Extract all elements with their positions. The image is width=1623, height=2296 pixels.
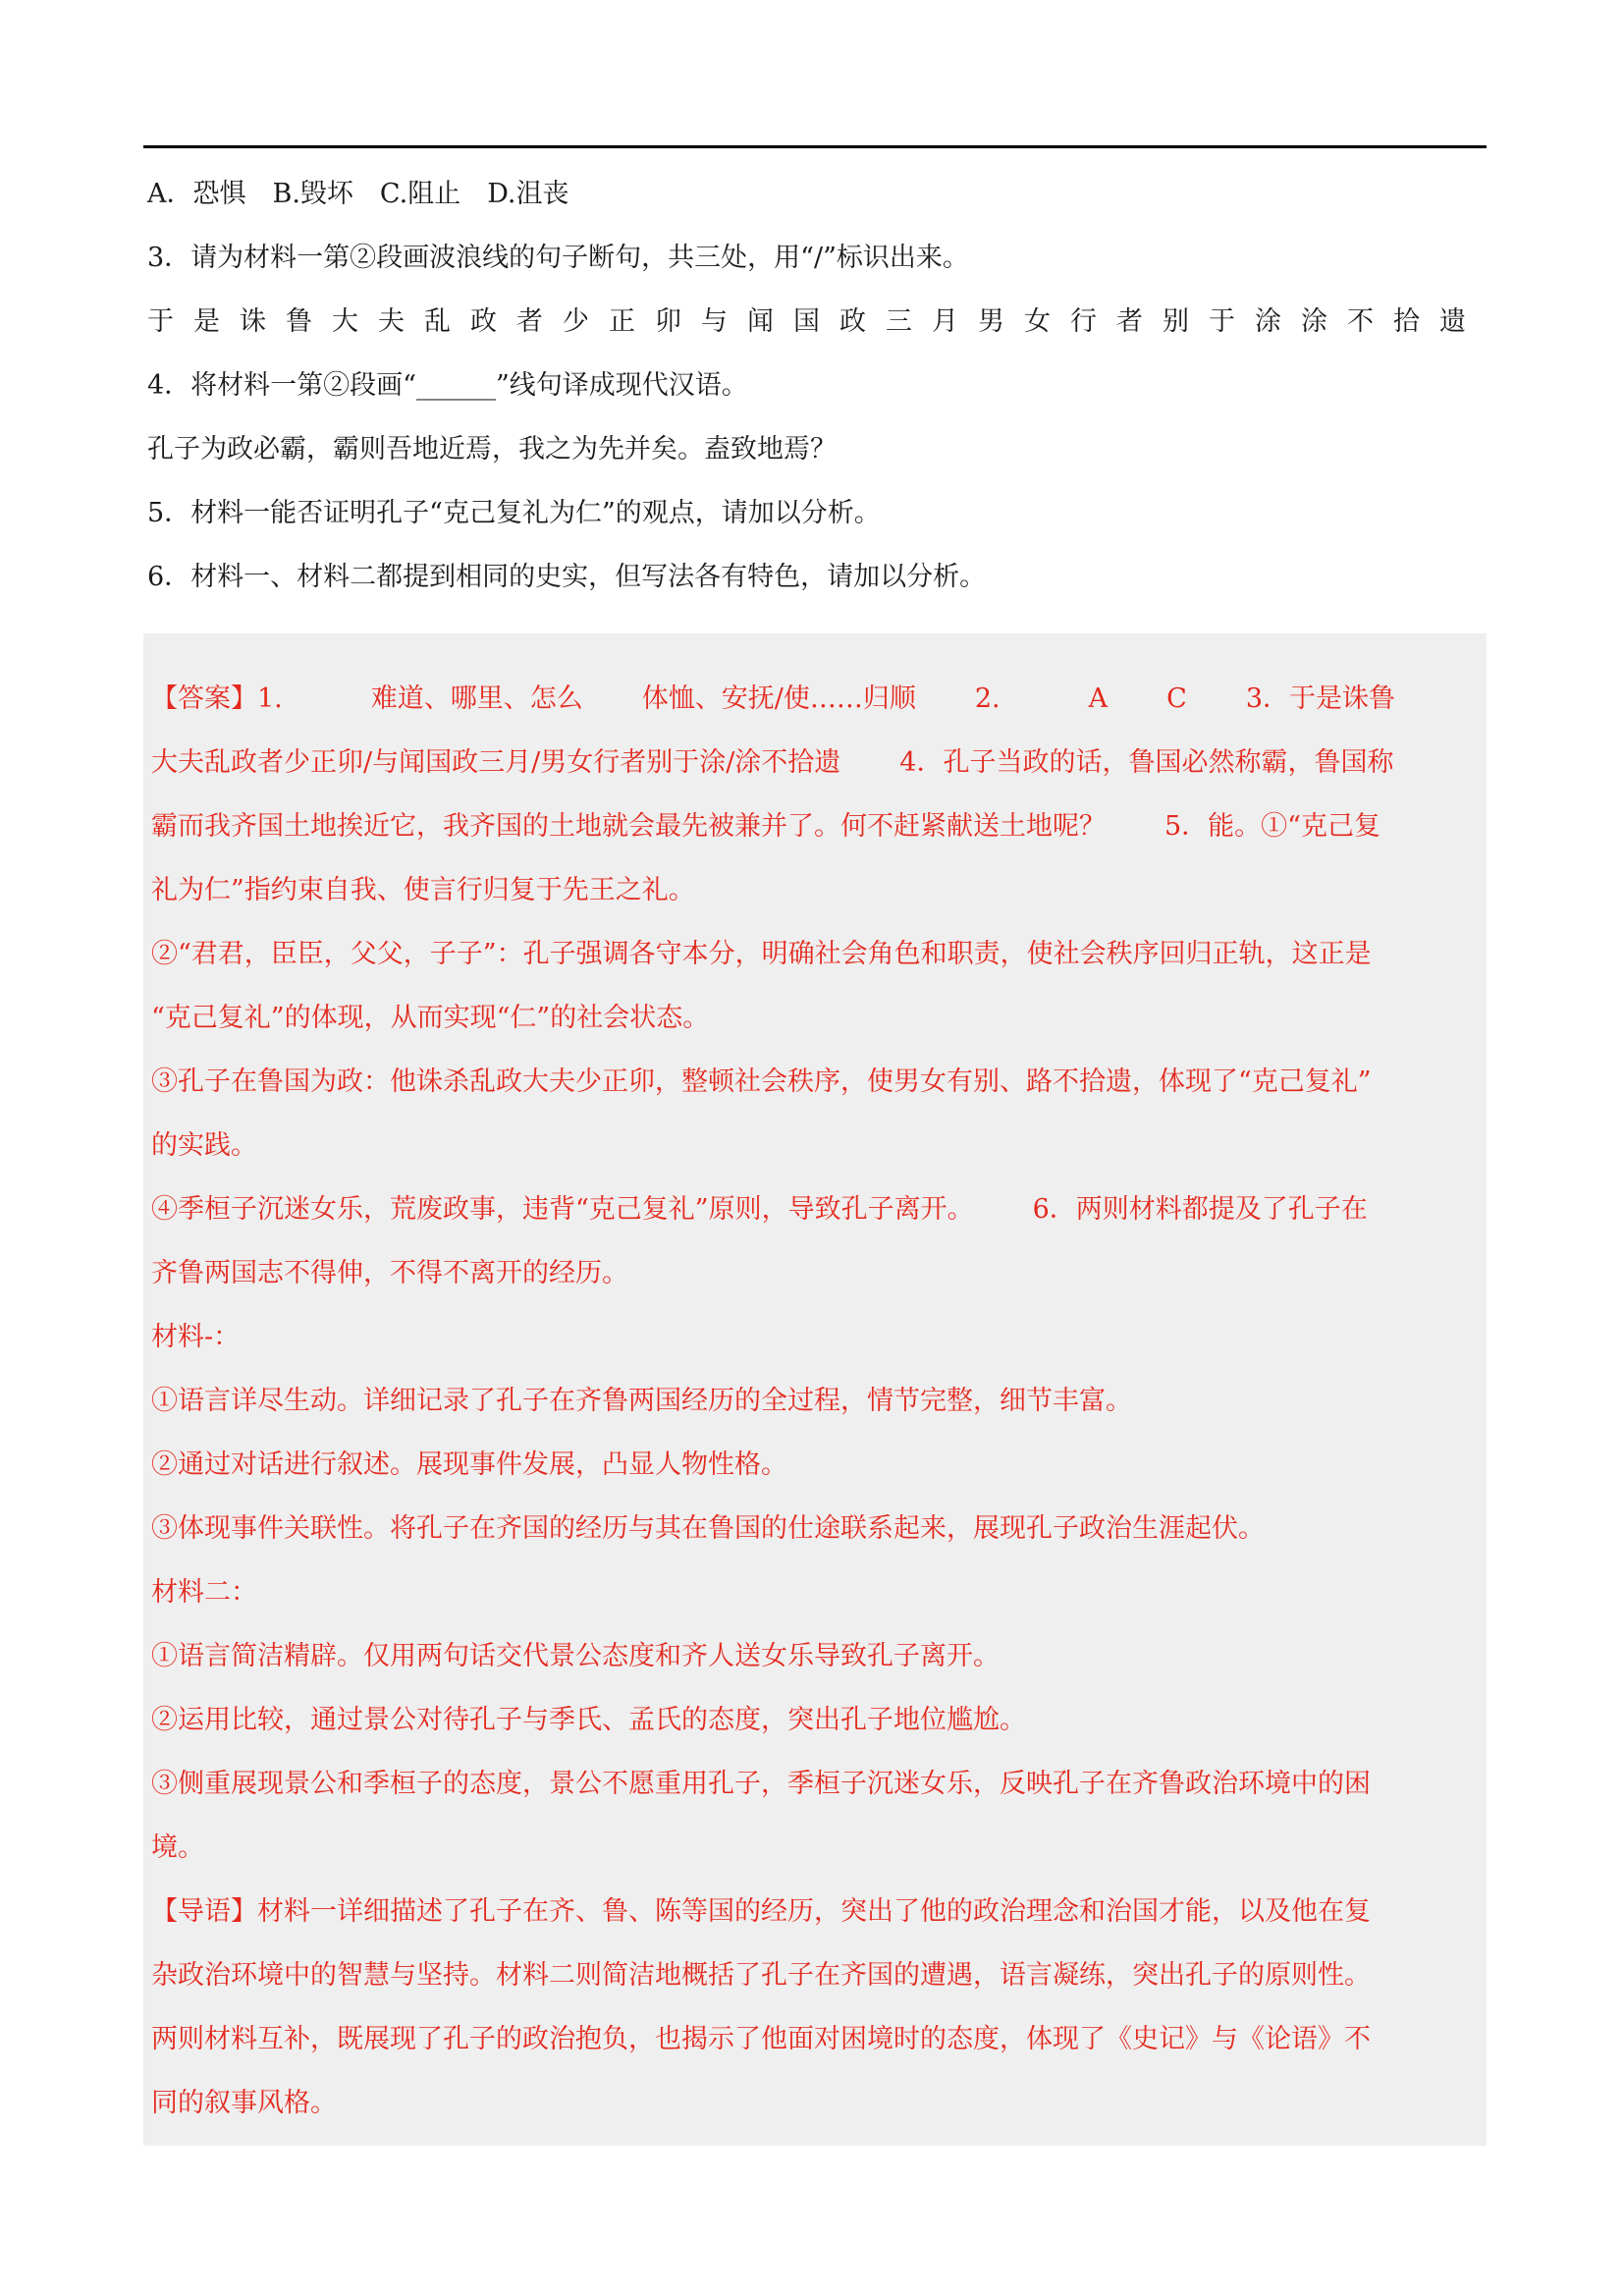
material-1-title: 材料-： [151, 1322, 241, 1352]
answer-3-start: 3．于是诛鲁 [1245, 683, 1395, 714]
answer-line-3 [151, 794, 1479, 858]
header-rule [143, 145, 1487, 148]
material-2-point2: ②运用比较，通过景公对待孔子与季氏、孟氏的态度，突出孔子地位尴尬。 [151, 1705, 1026, 1735]
answer-1-part2: 体恤、安抚/使……归顺 [641, 683, 916, 714]
answer-5-point3-line2: 的实践。 [151, 1130, 257, 1161]
options-line: A．恐惧 B.毁坏 C.阻止 D.沮丧 [147, 179, 569, 209]
answer-6-line2: 齐鲁两国志不得伸，不得不离开的经历。 [151, 1258, 628, 1288]
answer-label: 【答案】 [151, 683, 257, 714]
answer-line-4: 礼为仁”指约束自我、使言行归复于先王之礼。 [151, 875, 695, 905]
material-2-point1: ①语言简洁精辟。仅用两句话交代景公态度和齐人送女乐导致孔子离开。 [151, 1641, 1000, 1671]
question-4-text: 孔子为政必霸，霸则吾地近焉，我之为先并矣。盍致地焉？ [147, 434, 837, 465]
answer-2-c: C [1166, 683, 1187, 714]
material-2-point3-line2: 境。 [151, 1832, 204, 1863]
answer-5-point3-line1: ③孔子在鲁国为政：他诛杀乱政大夫少正卯，整顿社会秩序，使男女有别、路不拾遗，体现了“克己复礼” [151, 1066, 1372, 1097]
guide-line-4: 同的叙事风格。 [151, 2088, 337, 2118]
guide-text-1: 材料一详细描述了孔子在齐、鲁、陈等国的经历，突出了他的政治理念和治国才能，以及他在复 [257, 1896, 1371, 1927]
material-1-point2: ②通过对话进行叙述。展现事件发展，凸显人物性格。 [151, 1449, 787, 1480]
answer-5-start: 5．能。①“克己复 [1164, 811, 1380, 842]
material-1-point3: ③体现事件关联性。将孔子在齐国的经历与其在鲁国的仕途联系起来，展现孔子政治生涯起伏。 [151, 1513, 1265, 1544]
guide-line-3: 两则材料互补，既展现了孔子的政治抱负，也揭示了他面对困境时的态度，体现了《史记》与《论语》不 [151, 2024, 1371, 2054]
answer-4-rest: 霸而我齐国土地挨近它，我齐国的土地就会最先被兼并了。何不赶紧献送土地呢？ [151, 811, 1106, 842]
answer-5-point4-line1 [151, 1177, 1479, 1241]
answer-4-start: 4．孔子当政的话，鲁国必然称霸，鲁国称 [899, 747, 1394, 778]
answer-line-2 [151, 731, 1479, 794]
answer-5-point4: ④季桓子沉迷女乐，荒废政事，违背“克己复礼”原则，导致孔子离开。 [151, 1194, 974, 1225]
answer-5-point2-line2: “克己复礼”的体现，从而实现“仁”的社会状态。 [151, 1003, 710, 1033]
answer-6-start: 6．两则材料都提及了孔子在 [1032, 1194, 1368, 1225]
guide-line-1 [151, 1880, 1479, 1943]
answer-1-part1: 难道、哪里、怎么 [370, 683, 583, 714]
answer-1-num: 1. [257, 683, 283, 714]
material-1-point1: ①语言详尽生动。详细记录了孔子在齐鲁两国经历的全过程，情节完整，细节丰富。 [151, 1386, 1132, 1416]
question-3: 3．请为材料一第②段画波浪线的句子断句，共三处，用“/”标识出来。 [147, 243, 969, 273]
question-4: 4．将材料一第②段画“______”线句译成现代汉语。 [147, 370, 748, 401]
answer-box [143, 633, 1487, 2146]
answer-2-num: 2. [974, 683, 1001, 714]
answer-2-a: A [1088, 683, 1109, 714]
question-6: 6．材料一、材料二都提到相同的史实，但写法各有特色，请加以分析。 [147, 562, 987, 592]
question-3-text: 于是诛鲁大夫乱政者少正卯与闻国政三月男女行者别于涂涂不拾遗 [147, 306, 1486, 337]
material-2-title: 材料二： [151, 1577, 257, 1608]
question-5: 5．材料一能否证明孔子“克己复礼为仁”的观点，请加以分析。 [147, 498, 881, 528]
guide-line-2: 杂政治环境中的智慧与坚持。材料二则简洁地概括了孔子在齐国的遭遇，语言凝练，突出孔子的原则性。 [151, 1960, 1371, 1991]
guide-label: 【导语】 [151, 1896, 257, 1927]
answer-3-rest: 大夫乱政者少正卯/与闻国政三月/男女行者别于涂/涂不拾遗 [151, 747, 841, 778]
answer-line-1 [151, 667, 1479, 731]
answer-5-point2-line1: ②“君君，臣臣，父父，子子”：孔子强调各守本分，明确社会角色和职责，使社会秩序回归正轨，这正是 [151, 939, 1372, 969]
material-2-point3-line1: ③侧重展现景公和季桓子的态度，景公不愿重用孔子，季桓子沉迷女乐，反映孔子在齐鲁政治环境中的困 [151, 1769, 1371, 1799]
